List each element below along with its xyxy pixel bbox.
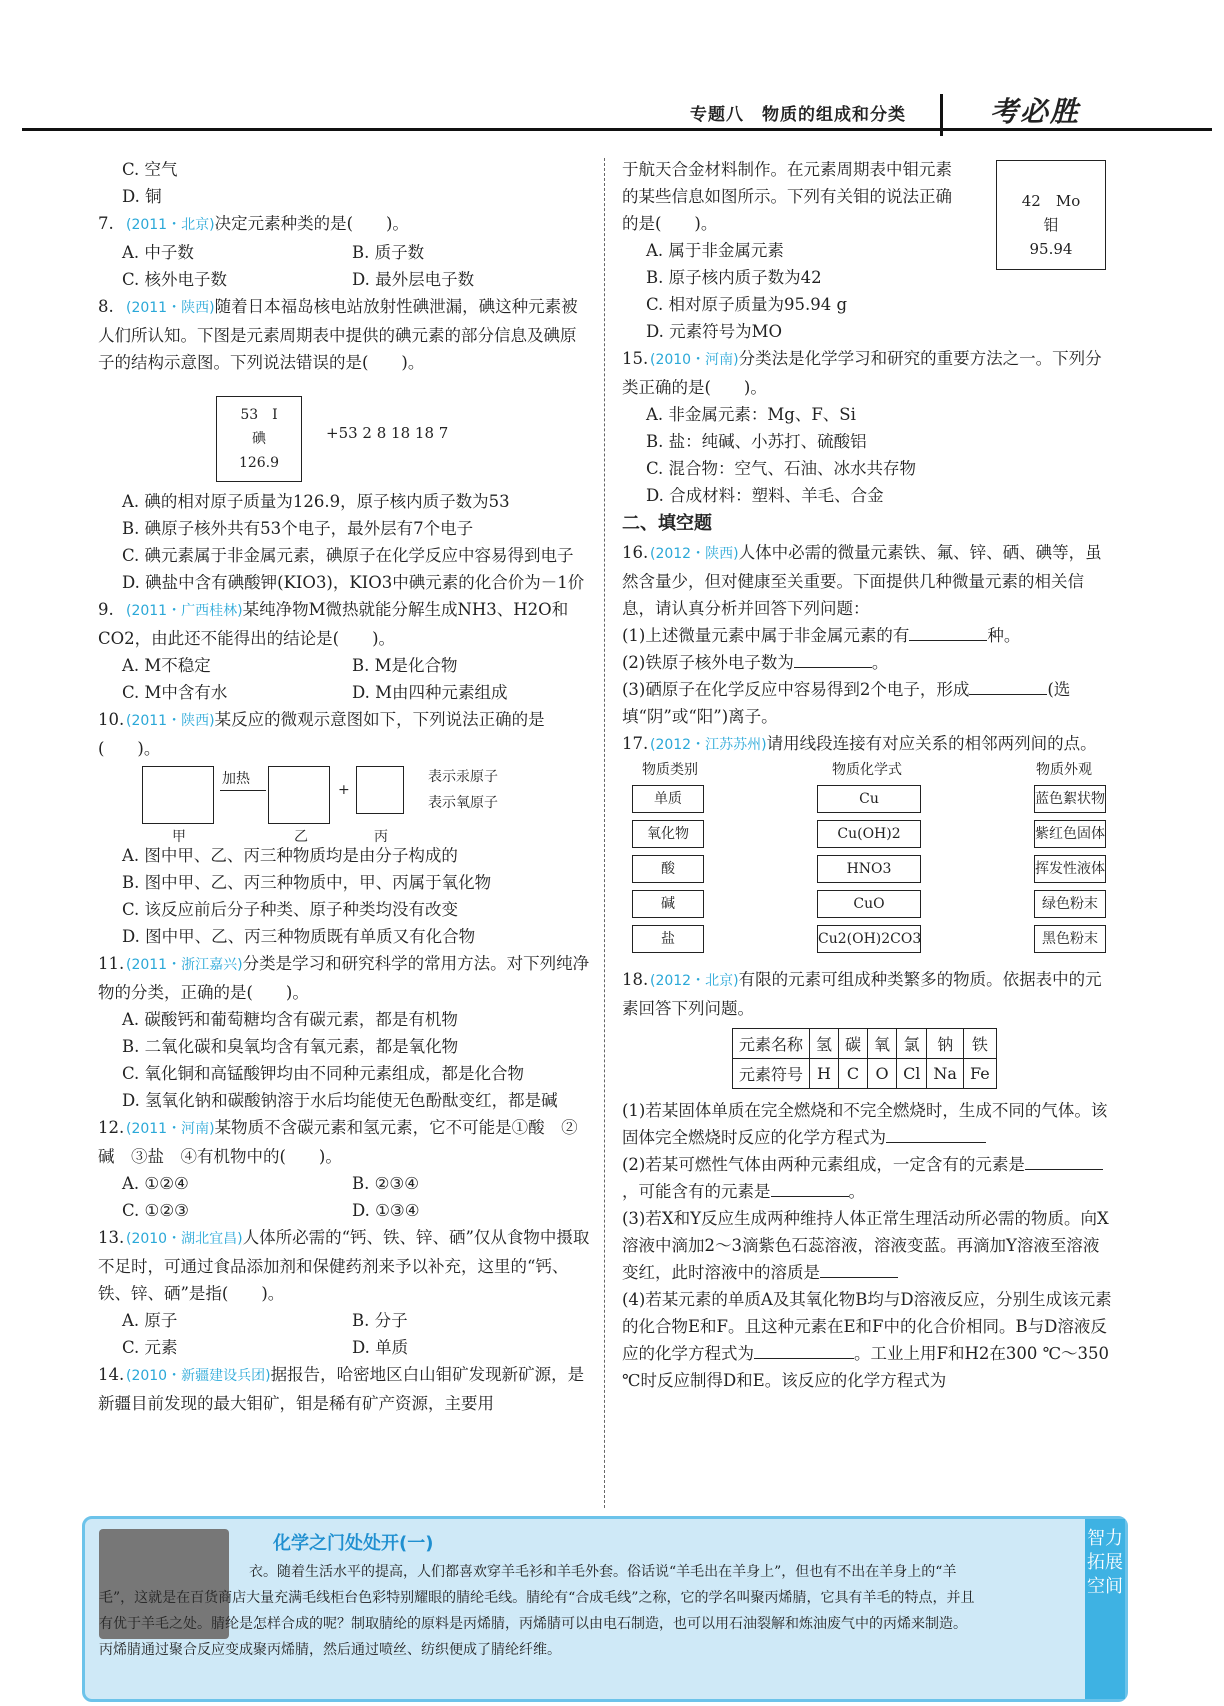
- option: D. 碘盐中含有碘酸钾(KIO3)，KIO3中碘元素的化合价为－1价: [122, 573, 585, 592]
- cell-line: 95.94: [1029, 240, 1073, 258]
- header-rule: [22, 128, 1212, 131]
- q-number: 15.: [622, 349, 649, 368]
- table-cell: 元素名称: [733, 1029, 810, 1059]
- q-text: 有限的元素可组成种类繁多的物质。依据表中的元素回答下列问题。: [622, 970, 1102, 1018]
- iodine-figure: [98, 376, 592, 488]
- option-c: C. 空气: [122, 160, 178, 179]
- q-number: 9.: [98, 600, 114, 619]
- q-number: 16.: [622, 543, 649, 562]
- q-number: 10.: [98, 710, 125, 729]
- sub-question: [622, 1151, 1112, 1205]
- matching-headers: [622, 759, 1112, 779]
- heat-label: 加热: [222, 771, 250, 787]
- table-cell: H: [810, 1059, 839, 1089]
- q-source: (2011・陕西): [126, 300, 215, 316]
- q-text: 人体所必需的“钙、铁、锌、硒”仅从食物中摄取不足时，可通过食品添加剂和保健药剂来予以补充，这里的“钙、铁、锌、硒”是指( )。: [98, 1228, 590, 1303]
- q-text: 随着日本福岛核电站放射性碘泄漏，碘这种元素被人们所认知。下图是元素周期表中提供的碘元素的部分信息及碘原子的结构示意图。下列说法错误的是( )。: [98, 297, 578, 372]
- option: B. M是化合物: [352, 656, 458, 675]
- col-head: 物质外观: [1036, 762, 1092, 778]
- q-source: (2010・湖北宜昌): [126, 1231, 243, 1247]
- match-box: 单质: [632, 785, 704, 813]
- q-text: 某反应的微观示意图如下，下列说法正确的是( )。: [98, 710, 545, 758]
- answer-blank[interactable]: [886, 1125, 986, 1143]
- match-box: 紫红色固体: [1034, 820, 1106, 848]
- option: C. 该反应前后分子种类、原子种类均没有改变: [122, 900, 459, 919]
- match-box: 挥发性液体: [1034, 855, 1106, 883]
- options-row: [98, 652, 592, 679]
- match-box: 绿色粉末: [1034, 890, 1106, 918]
- table-cell: Na: [927, 1059, 964, 1089]
- table-cell: 碳: [839, 1029, 868, 1059]
- question-12: [98, 1114, 592, 1170]
- table-cell: C: [839, 1059, 868, 1089]
- q-text: 人体中必需的微量元素铁、氟、锌、硒、碘等，虽然含量少，但对健康至关重要。下面提供几种微量元素的相关信息，请认真分析并回答下列问题：: [622, 543, 1102, 618]
- options-row: [98, 1307, 592, 1334]
- sub-question: [622, 622, 1112, 649]
- match-box: Cu: [817, 785, 921, 813]
- option: A. 中子数: [122, 243, 194, 262]
- option: D. 最外层电子数: [352, 270, 475, 289]
- table-cell: O: [868, 1059, 897, 1089]
- q-source: (2010・河南): [650, 352, 739, 368]
- match-box: 氧化物: [632, 820, 704, 848]
- category-column: [632, 785, 704, 960]
- formula-column: [817, 785, 921, 960]
- question-17: [622, 730, 1112, 759]
- match-box: 酸: [632, 855, 704, 883]
- page-header: [22, 92, 1212, 140]
- text: (选填“阴”或“阳”)离子。: [622, 680, 1071, 726]
- option: D. 合成材料：塑料、羊毛、合金: [646, 486, 884, 505]
- iodine-element-cell: [216, 396, 302, 482]
- option: C. 核外电子数: [122, 270, 228, 289]
- options-row: [98, 1170, 592, 1197]
- q-source: (2012・陕西): [650, 546, 739, 562]
- col-head: 物质化学式: [832, 762, 902, 778]
- table-cell: Fe: [963, 1059, 996, 1089]
- plus-sign: +: [338, 782, 350, 798]
- question-7: [98, 210, 592, 239]
- text: 种。: [987, 626, 1021, 645]
- q-number: 12.: [98, 1118, 125, 1137]
- text: (3)若X和Y反应生成两种维持人体正常生理活动所必需的物质。向X溶液中滴加2～3滴紫色石蕊溶液，溶液变蓝。再滴加Y溶液至溶液变红，此时溶液中的溶质是: [622, 1209, 1109, 1282]
- option: C. 氧化铜和高锰酸钾均由不同种元素组成，都是化合物: [122, 1064, 525, 1083]
- sub-question: [622, 1205, 1112, 1286]
- q-source: (2011・陕西): [126, 713, 215, 729]
- option: C. 碘元素属于非金属元素，碘原子在化学反应中容易得到电子: [122, 546, 574, 565]
- molybdenum-cell: [996, 160, 1106, 270]
- q-number: 18.: [622, 970, 649, 989]
- match-box: Cu2(OH)2CO3: [817, 925, 921, 953]
- col-head: 物质类别: [642, 762, 698, 778]
- question-11: [98, 950, 592, 1006]
- table-row: [733, 1059, 997, 1089]
- option: C. 混合物：空气、石油、冰水共存物: [646, 459, 917, 478]
- question-18: [622, 966, 1112, 1022]
- answer-blank[interactable]: [794, 650, 872, 668]
- cell-line: 碘: [252, 431, 266, 447]
- option: C. M中含有水: [122, 683, 228, 702]
- options-row: [98, 239, 592, 266]
- options-row: [98, 679, 592, 706]
- text: 。: [848, 1182, 865, 1201]
- option: C. ①②③: [122, 1201, 189, 1220]
- text: ，可能含有的元素是: [622, 1182, 771, 1201]
- table-cell: 氯: [897, 1029, 927, 1059]
- option: A. 图中甲、乙、丙三种物质均是由分子构成的: [122, 846, 458, 865]
- option: A. 碳酸钙和葡萄糖均含有碳元素，都是有机物: [122, 1010, 458, 1029]
- options-row: [98, 1334, 592, 1361]
- option: D. 图中甲、乙、丙三种物质既有单质又有化合物: [122, 927, 476, 946]
- panel-side-label: 智力拓展空间: [1085, 1519, 1125, 1699]
- option: B. 分子: [352, 1311, 408, 1330]
- text: (1)若某固体单质在完全燃烧和不完全燃烧时，生成不同的气体。该固体完全燃烧时反应的化学方程式为: [622, 1101, 1108, 1147]
- column-divider: [604, 158, 605, 1508]
- option: B. 盐：纯碱、小苏打、硫酸铝: [646, 432, 867, 451]
- option: D. 氢氧化钠和碳酸钠溶于水后均能使无色酚酞变红，都是碱: [122, 1091, 558, 1110]
- q-source: (2011・河南): [126, 1121, 215, 1137]
- matching-table: [622, 779, 1112, 966]
- question-10: [98, 706, 592, 762]
- match-box: 盐: [632, 925, 704, 953]
- option: C. 相对原子质量为95.94 g: [646, 295, 848, 314]
- question-16: [622, 539, 1112, 622]
- answer-blank[interactable]: [820, 1260, 898, 1278]
- text: 。工业上用F和H2在300 ℃～350 ℃时反应制得D和E。该反应的化学方程式为: [622, 1344, 1110, 1390]
- option: D. 元素符号为MO: [646, 322, 783, 341]
- box-jia: [142, 766, 214, 824]
- q-text: 分类是学习和研究科学的常用方法。对下列纯净物的分类，正确的是( )。: [98, 954, 590, 1002]
- text: (4)若某元素的单质A及其氧化物B均与D溶液反应，分别生成该元素的化合物E和F。且这种元素在E和F中的化合价相同。B与D溶液反应的化学方程式为: [622, 1290, 1112, 1363]
- q-number: 7.: [98, 214, 114, 233]
- box-yi: [268, 766, 330, 824]
- match-box: Cu(OH)2: [817, 820, 921, 848]
- q-source: (2011・浙江嘉兴): [126, 957, 243, 973]
- extension-panel: [82, 1516, 1128, 1702]
- option-d: D. 铜: [122, 187, 162, 206]
- option: A. 碘的相对原子质量为126.9，原子核内质子数为53: [122, 492, 510, 511]
- header-title: 专题八 物质的组成和分类: [690, 105, 906, 125]
- q-text: 请用线段连接有对应关系的相邻两列间的点。: [766, 734, 1097, 753]
- q-source: (2010・新疆建设兵团): [126, 1368, 271, 1384]
- text: (2)铁原子核外电子数为: [622, 653, 794, 672]
- section-heading: 二、填空题: [622, 513, 712, 534]
- answer-blank[interactable]: [754, 1341, 854, 1359]
- match-box: HNO3: [817, 855, 921, 883]
- answer-blank[interactable]: [909, 623, 987, 641]
- appearance-column: [1034, 785, 1106, 960]
- left-column: [98, 156, 592, 1417]
- match-box: 黑色粉末: [1034, 925, 1106, 953]
- match-box: 碱: [632, 890, 704, 918]
- right-column: [622, 156, 1112, 1394]
- text: 。: [871, 653, 889, 672]
- answer-blank[interactable]: [771, 1179, 849, 1197]
- answer-blank[interactable]: [969, 677, 1047, 695]
- q-text: 于航天合金材料制作。在元素周期表中钼元素的某些信息如图所示。下列有关钼的说法正确的是( )。: [622, 160, 952, 233]
- legend-oxygen: 表示氧原子: [428, 795, 498, 811]
- option: A. ①②④: [122, 1174, 189, 1193]
- cell-line: 53 I: [240, 407, 278, 423]
- table-cell: 铁: [963, 1029, 996, 1059]
- option: A. 原子: [122, 1311, 178, 1330]
- table-cell: Cl: [897, 1059, 927, 1089]
- question-13: [98, 1224, 592, 1307]
- sub-question: [622, 1097, 1112, 1151]
- sub-question: [622, 676, 1112, 730]
- label-jia: 甲: [172, 829, 186, 845]
- panel-title: 化学之门处处开(一): [273, 1533, 434, 1554]
- option: B. 碘原子核外共有53个电子，最外层有7个电子: [122, 519, 474, 538]
- text: (1)上述微量元素中属于非金属元素的有: [622, 626, 910, 645]
- cell-line: 钼: [1043, 216, 1059, 234]
- table-cell: 钠: [927, 1029, 964, 1059]
- table-cell: 元素符号: [733, 1059, 810, 1089]
- reaction-figure: [98, 762, 592, 845]
- q-number: 17.: [622, 734, 649, 753]
- match-box: CuO: [817, 890, 921, 918]
- panel-text: 衣。随着生活水平的提高，人们都喜欢穿羊毛衫和羊毛外套。俗话说“羊毛出在羊身上”，但也有不出在羊身上的“羊毛”，这就是在百货商店大量充满毛线柜台色彩特别耀眼的腈纶毛线。腈纶有“合成毛线”之称，它的学名叫聚丙烯腈，它具有羊毛的特点，并且有优于羊毛之处。腈纶是怎样合成的呢？制取腈纶的原料是丙烯腈，丙烯腈可以由电石制造，也可以用石油裂解和炼油废气中的丙烯来制造。丙烯腈通过聚合反应变成聚丙烯腈，然后通过喷丝、纺织便成了腈纶纤维。: [99, 1564, 975, 1658]
- options-row: [98, 266, 592, 293]
- option: B. 图中甲、乙、丙三种物质中，甲、丙属于氧化物: [122, 873, 492, 892]
- cell-line: 126.9: [238, 455, 280, 471]
- table-cell: 氧: [868, 1029, 897, 1059]
- label-yi: 乙: [294, 829, 308, 845]
- q-number: 11.: [98, 954, 125, 973]
- q-number: 8.: [98, 297, 114, 316]
- q-source: (2011・广西桂林): [126, 603, 243, 619]
- q-number: 13.: [98, 1228, 125, 1247]
- answer-blank[interactable]: [1025, 1152, 1103, 1170]
- legend-mercury: 表示汞原子: [428, 769, 498, 785]
- brand-logo: 考必胜: [990, 95, 1081, 128]
- option: B. 质子数: [352, 243, 425, 262]
- match-box: 蓝色絮状物: [1034, 785, 1106, 813]
- option: A. 属于非金属元素: [646, 241, 784, 260]
- arrow: [220, 790, 266, 791]
- q-source: (2011・北京): [126, 217, 215, 233]
- question-15: [622, 345, 1112, 401]
- question-14: [98, 1361, 592, 1417]
- q-source: (2012・北京): [650, 973, 739, 989]
- option: D. M由四种元素组成: [352, 683, 508, 702]
- q-text: 据报告，哈密地区白山钼矿发现新矿源，是新疆目前发现的最大钼矿，钼是稀有矿产资源，主要用: [98, 1365, 585, 1413]
- option: A. M不稳定: [122, 656, 211, 675]
- box-bing: [356, 766, 404, 814]
- table-row: [733, 1029, 997, 1059]
- q-text: 决定元素种类的是( )。: [214, 214, 409, 233]
- element-table: [732, 1028, 997, 1089]
- table-cell: 氢: [810, 1029, 839, 1059]
- text: (3)硒原子在化学反应中容易得到2个电子，形成: [622, 680, 970, 699]
- option: A. 非金属元素：Mg、F、Si: [646, 405, 856, 424]
- question-8: [98, 293, 592, 376]
- q-text: 分类法是化学学习和研究的重要方法之一。下列分类正确的是( )。: [622, 349, 1102, 397]
- text: (2)若某可燃性气体由两种元素组成，一定含有的元素是: [622, 1155, 1025, 1174]
- option: C. 元素: [122, 1338, 178, 1357]
- atom-structure: +53 2 8 18 18 7: [326, 424, 449, 442]
- q-text: 某物质不含碳元素和氢元素，它不可能是①酸 ②碱 ③盐 ④有机物中的( )。: [98, 1118, 578, 1166]
- option: B. 二氧化碳和臭氧均含有氧元素，都是氧化物: [122, 1037, 459, 1056]
- option: D. ①③④: [352, 1201, 420, 1220]
- option: B. 原子核内质子数为42: [646, 268, 822, 287]
- option: D. 单质: [352, 1338, 409, 1357]
- question-9: [98, 596, 592, 652]
- q-text: 某纯净物M微热就能分解生成NH3、H2O和CO2，由此还不能得出的结论是( )。: [98, 600, 569, 648]
- options-row: [98, 1197, 592, 1224]
- cell-line: 42 Mo: [1021, 192, 1081, 210]
- sub-question: [622, 649, 1112, 676]
- label-bing: 丙: [374, 829, 388, 845]
- sub-question: [622, 1286, 1112, 1394]
- q-source: (2012・江苏苏州): [650, 737, 767, 753]
- option: B. ②③④: [352, 1174, 419, 1193]
- q-number: 14.: [98, 1365, 125, 1384]
